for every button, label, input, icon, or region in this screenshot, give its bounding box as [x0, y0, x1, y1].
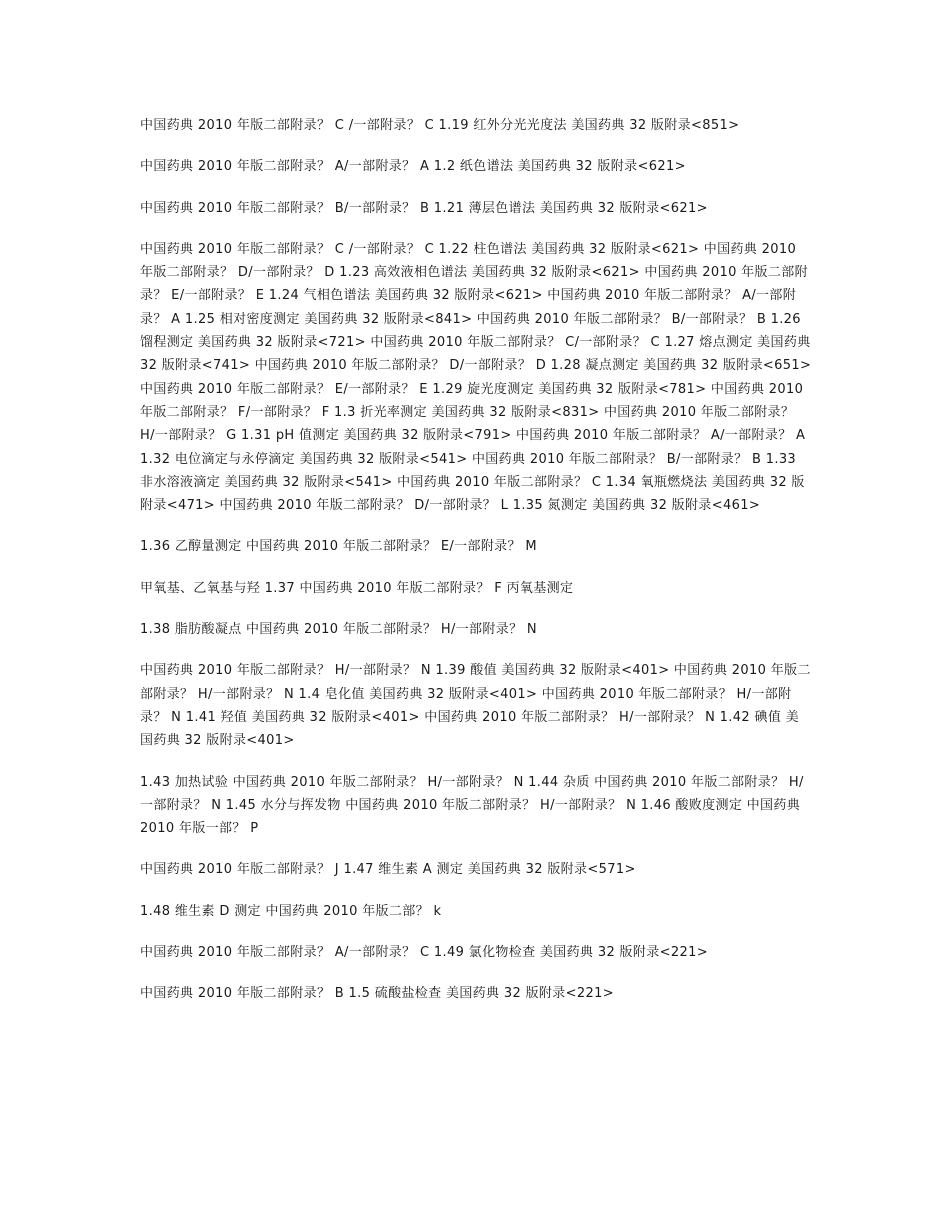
paragraph-3: 中国药典 2010 年版二部附录？ B/一部附录？ B 1.21 薄层色谱法 美国药典 32 版附录<621> [140, 200, 708, 216]
paragraph-6: 甲氧基、乙氧基与羟 1.37 中国药典 2010 年版二部附录？ F 丙氧基测定 [140, 580, 574, 596]
paragraph-4: 中国药典 2010 年版二部附录？ C /一部附录？ C 1.22 柱色谱法 美国药典 32 版附录<621> 中国药典 2010 年版二部附录？ D/一部附录？ D 1.23 高效液相色谱法 美国药典 32 版附录<621> 中国药典 2010 年版二部附录？ E/一部附录？ E 1.24 气相色谱法 美国药典 32 版附录<621> 中国药典 2010 年版二部附录？ A/一部附录？ A 1.25 相对密度测定 美国药典 32 版附录<841> 中国药典 2010 年版二部附录？ B/一部附录？ B 1.26 馏程测定 美国药典 32 版附录<721> 中国药典 2010 年版二部附录？ C/一部附录？ C 1.27 熔点测定 美国药典 32 版附录<741> 中国药典 2010 年版二部附录？ D/一部附录？ D 1.28 凝点测定 美国药典 32 版附录<651> 中国药典 2010 年版二部附录？ E/一部附录？ E 1.29 旋光度测定 美国药典 32 版附录<781> 中国药典 2010 年版二部附录？ F/一部附录？ F 1.3 折光率测定 美国药典 32 版附录<831> 中国药典 2010 年版二部附录？ H/一部附录？ G 1.31 pH 值测定 美国药典 32 版附录<791> 中国药典 2010 年版二部附录？ A/一部附录？ A 1.32 电位滴定与永停滴定 美国药典 32 版附录<541> 中国药典 2010 年版二部附录？ B/一部附录？ B 1.33 非水溶液滴定 美国药典 32 版附录<541> 中国药典 2010 年版二部附录？ C 1.34 氧瓶燃烧法 美国药典 32 版附录<471> 中国药典 2010 年版二部附录？ D/一部附录？ L 1.35 氮测定 美国药典 32 版附录<461> [140, 241, 812, 514]
paragraph-2: 中国药典 2010 年版二部附录？ A/一部附录？ A 1.2 纸色谱法 美国药典 32 版附录<621> [140, 159, 686, 175]
document-body [140, 114, 812, 1024]
paragraph-11: 1.48 维生素 D 测定 中国药典 2010 年版二部？ k [140, 903, 442, 919]
paragraph-1: 中国药典 2010 年版二部附录？ C /一部附录？ C 1.19 红外分光光度法 美国药典 32 版附录<851> [140, 118, 740, 133]
paragraph-12: 中国药典 2010 年版二部附录？ A/一部附录？ C 1.49 氯化物检查 美国药典 32 版附录<221> [140, 945, 708, 961]
paragraph-5: 1.36 乙醇量测定 中国药典 2010 年版二部附录？ E/一部附录？ M [140, 539, 537, 555]
paragraph-10: 中国药典 2010 年版二部附录？ J 1.47 维生素 A 测定 美国药典 32 版附录<571> [140, 862, 636, 878]
paragraph-7: 1.38 脂肪酸凝点 中国药典 2010 年版二部附录？ H/一部附录？ N [140, 622, 538, 638]
paragraph-8: 中国药典 2010 年版二部附录？ H/一部附录？ N 1.39 酸值 美国药典 32 版附录<401> 中国药典 2010 年版二部附录？ H/一部附录？ N 1.4 皂化值 美国药典 32 版附录<401> 中国药典 2010 年版二部附录？ H/一部附录？ N 1.41 羟值 美国药典 32 版附录<401> 中国药典 2010 年版二部附录？ H/一部附录？ N 1.42 碘值 美国药典 32 版附录<401> [140, 663, 811, 749]
paragraph-9: 1.43 加热试验 中国药典 2010 年版二部附录？ H/一部附录？ N 1.44 杂质 中国药典 2010 年版二部附录？ H/一部附录？ N 1.45 水分与挥发物 中国药典 2010 年版二部附录？ H/一部附录？ N 1.46 酸败度测定 中国药典 2010 年版一部？ P [140, 774, 804, 837]
paragraph-13: 中国药典 2010 年版二部附录？ B 1.5 硫酸盐检查 美国药典 32 版附录<221> [140, 986, 614, 1002]
